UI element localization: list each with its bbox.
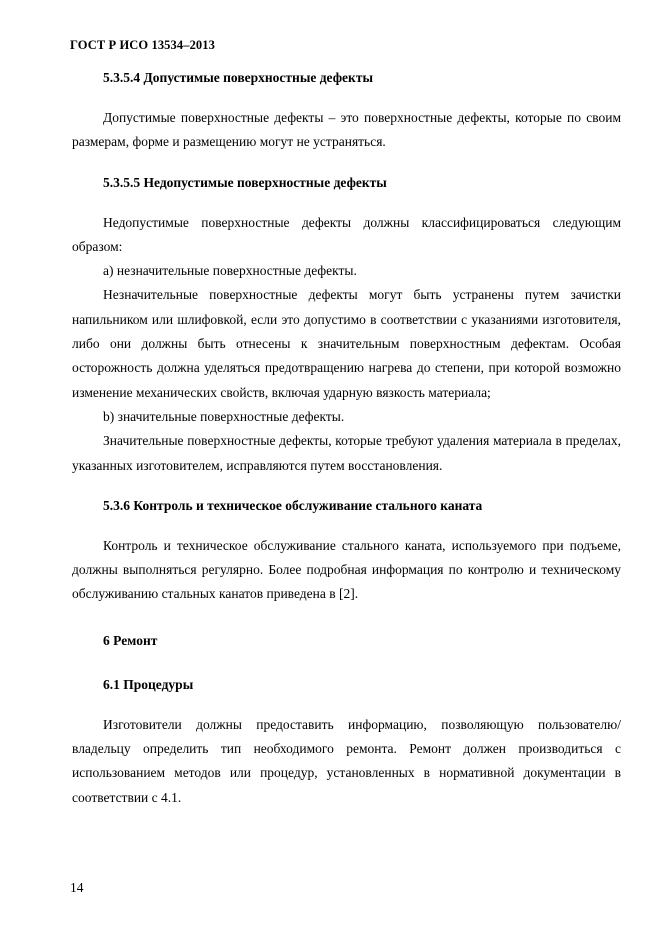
section-heading-6-1: 6.1 Процедуры [103, 676, 194, 692]
paragraph: Допустимые поверхностные дефекты – это поверхностные дефекты, которые по своим размерам, форме и размещению могут не устраняться. [72, 110, 621, 150]
paragraph: Контроль и техническое обслуживание стального каната, используемого при подъеме, должны выполняться регулярно. Более подробная информация по контролю и техническому обслуживанию стальных канатов приведена в [2]. [72, 537, 621, 602]
list-item-a: а) незначительные поверхностные дефекты. [103, 263, 357, 279]
section-heading-5-3-5-4: 5.3.5.4 Допустимые поверхностные дефекты [103, 70, 373, 85]
page-number: 14 [70, 880, 84, 895]
section-heading-5-3-6: 5.3.6 Контроль и техническое обслуживание стального каната [103, 497, 483, 513]
document-body [72, 68, 621, 810]
paragraph: Незначительные поверхностные дефекты могут быть устранены путем зачистки напильником или шлифовкой, если это допустимо в соответствии с указаниями изготовителя, либо они должны быть отнесены к значительным поверхностным дефектам. Особая осторожность должна уделяться предотвращению нагрева до степени, при которой возможно изменение механических свойств, включая ударную вязкость материала; [72, 287, 621, 400]
paragraph: Изготовители должны предоставить информацию, позволяющую пользователю/владельцу определить тип необходимого ремонта. Ремонт должен производиться с использованием методов или процедур, установленных в нормативной документации в соответствии с 4.1. [72, 716, 621, 805]
paragraph: Недопустимые поверхностные дефекты должны классифицироваться следующим образом: [72, 214, 621, 254]
document-header: ГОСТ Р ИСО 13534–2013 [70, 38, 215, 52]
section-heading-6: 6 Ремонт [103, 632, 158, 648]
section-heading-5-3-5-5: 5.3.5.5 Недопустимые поверхностные дефекты [103, 174, 387, 190]
paragraph: Значительные поверхностные дефекты, которые требуют удаления материала в пределах, указанных изготовителем, исправляются путем восстановления. [72, 433, 621, 473]
list-item-b: b) значительные поверхностные дефекты. [103, 408, 345, 424]
